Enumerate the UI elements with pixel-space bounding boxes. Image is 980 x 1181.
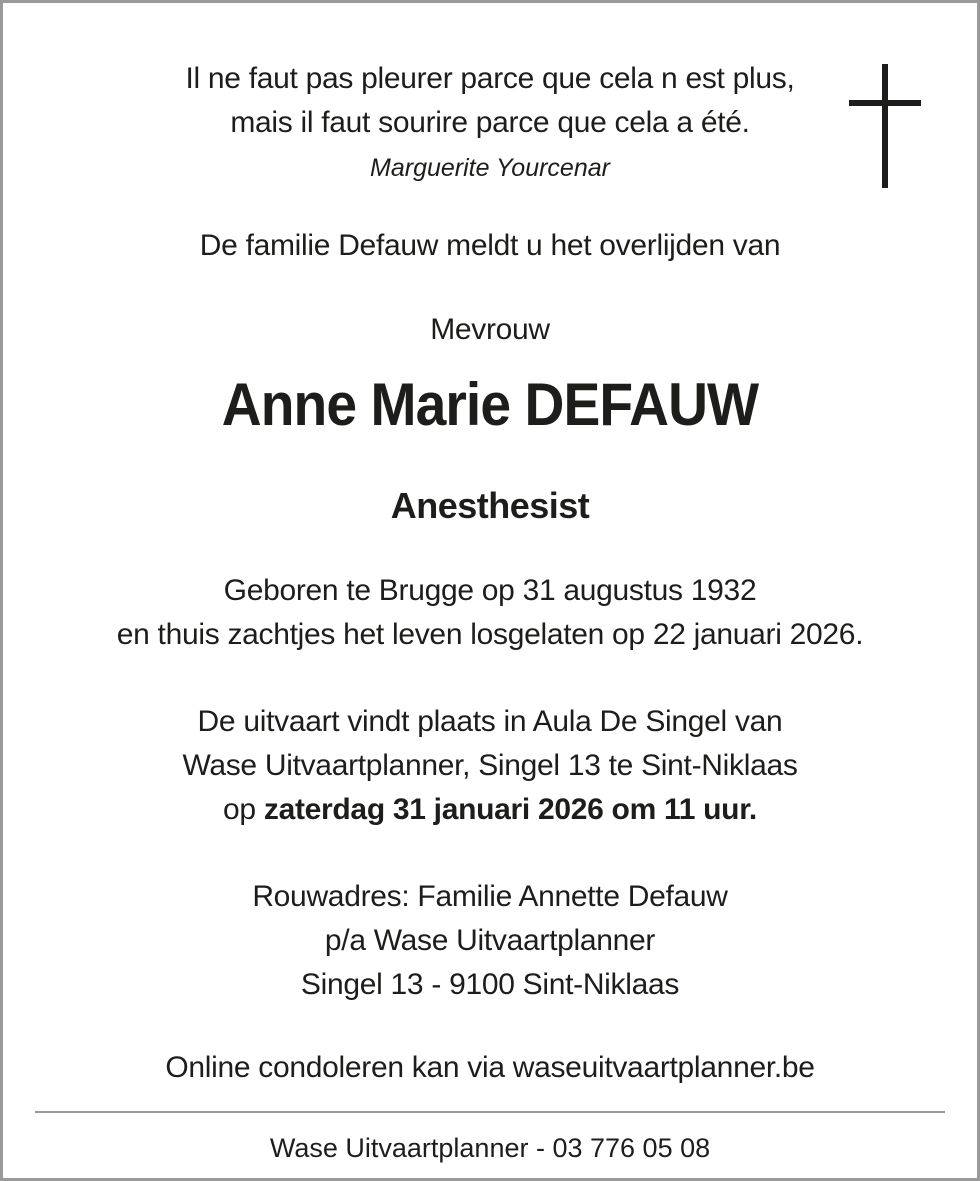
- funeral-date-prefix: op: [223, 793, 256, 826]
- funeral-line-1: De uitvaart vindt plaats in Aula De Singel van: [197, 705, 783, 738]
- address-line-1: Rouwadres: Familie Annette Defauw: [252, 880, 728, 913]
- announcement-intro: De familie Defauw meldt u het overlijden van: [199, 229, 781, 262]
- footer-divider: [35, 1111, 945, 1113]
- quote-line-1: Il ne faut pas pleurer parce que cela n est plus,: [185, 62, 795, 95]
- quote-line-2: mais il faut sourire parce que cela a été.: [230, 106, 750, 139]
- funeral-line-2: Wase Uitvaartplanner, Singel 13 te Sint-Niklaas: [182, 749, 798, 782]
- birth-line: Geboren te Brugge op 31 augustus 1932: [223, 574, 757, 607]
- deceased-name: Anne Marie DEFAUW: [221, 371, 759, 438]
- quote-author: Marguerite Yourcenar: [370, 154, 610, 182]
- death-line: en thuis zachtjes het leven losgelaten op 22 januari 2026.: [116, 618, 864, 651]
- funeral-date: zaterdag 31 januari 2026 om 11 uur.: [263, 793, 757, 826]
- address-line-3: Singel 13 - 9100 Sint-Niklaas: [300, 968, 680, 1001]
- footer-contact: Wase Uitvaartplanner - 03 776 05 08: [269, 1133, 711, 1163]
- online-condolence: Online condoleren kan via waseuitvaartplanner.be: [165, 1051, 815, 1084]
- title-prefix: Mevrouw: [430, 313, 550, 346]
- address-line-2: p/a Wase Uitvaartplanner: [324, 924, 656, 957]
- profession: Anesthesist: [390, 485, 590, 526]
- funeral-line-3: [0, 793, 980, 827]
